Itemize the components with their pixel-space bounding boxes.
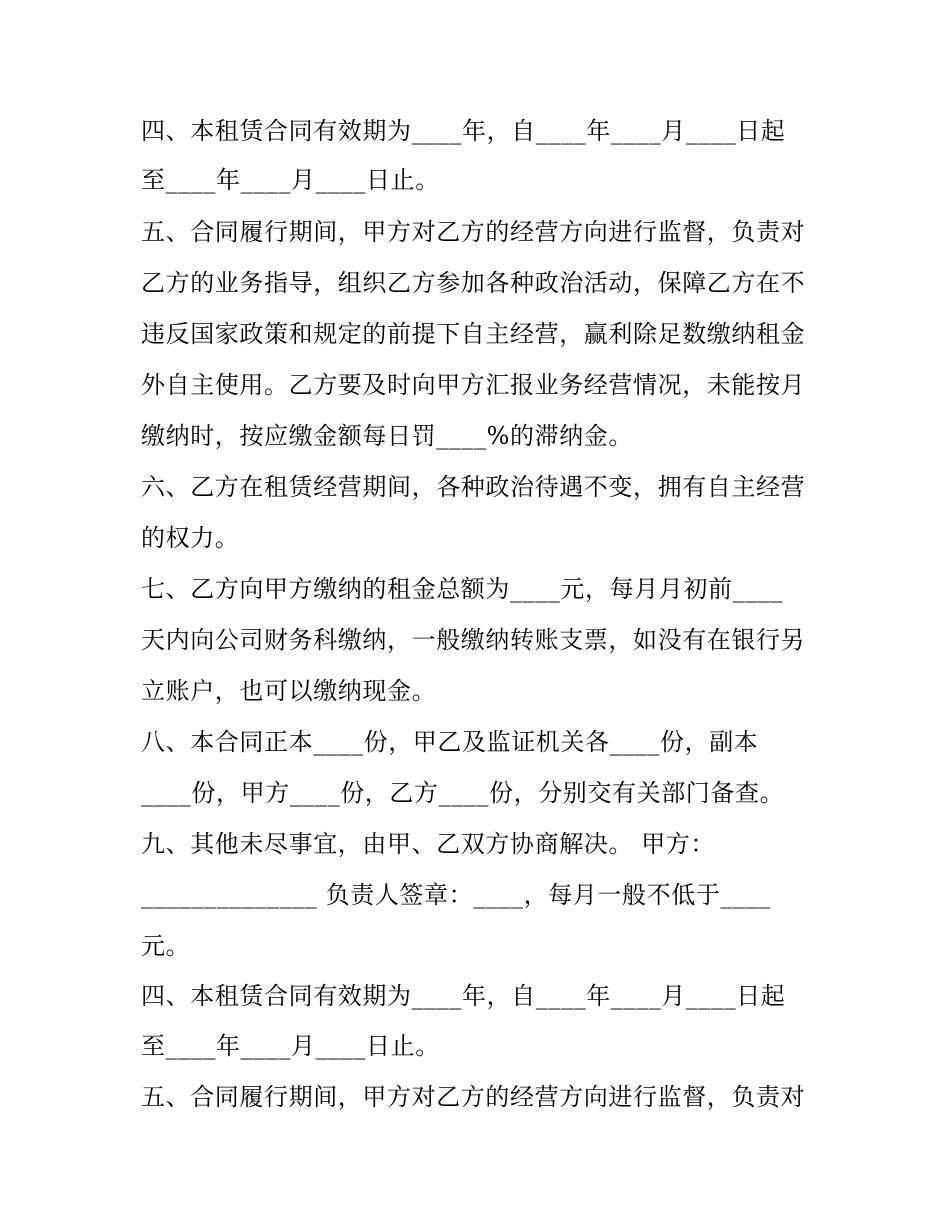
text-line: 乙方的业务指导，组织乙方参加各种政治活动，保障乙方在不	[141, 269, 806, 297]
text-line: 违反国家政策和规定的前提下自主经营，赢利除足数缴纳租金	[141, 320, 806, 348]
text-line: 立账户，也可以缴纳现金。	[141, 677, 437, 705]
text-line: 天内向公司财务科缴纳，一般缴纳转账支票，如没有在银行另	[141, 626, 806, 654]
text-line: 元。	[141, 932, 191, 960]
text-line: 的权力。	[141, 524, 240, 552]
text-line: 至____年____月____日止。	[141, 1032, 440, 1060]
text-line: 五、合同履行期间，甲方对乙方的经营方向进行监督，负责对	[141, 1083, 806, 1111]
text-line: 六、乙方在租赁经营期间，各种政治待遇不变，拥有自主经营	[141, 473, 806, 501]
text-line: 九、其他未尽事宜，由甲、乙双方协商解决。 甲方：	[141, 830, 716, 858]
text-line: 七、乙方向甲方缴纳的租金总额为____元，每月月初前____	[141, 575, 783, 603]
text-line: ____份，甲方____份，乙方____份，分别交有关部门备查。	[141, 779, 785, 807]
text-line: 四、本租赁合同有效期为____年，自____年____月____日起	[141, 982, 786, 1010]
text-line: 八、本合同正本____份，甲乙及监证机关各____份，副本	[141, 728, 759, 756]
text-line: 外自主使用。乙方要及时向甲方汇报业务经营情况，未能按月	[141, 371, 806, 399]
text-line: 缴纳时，按应缴金额每日罚____%的滞纳金。	[141, 422, 634, 450]
text-line: 至____年____月____日止。	[141, 166, 440, 194]
text-line: 五、合同履行期间，甲方对乙方的经营方向进行监督，负责对	[141, 218, 806, 246]
text-line: 四、本租赁合同有效期为____年，自____年____月____日起	[141, 117, 786, 145]
text-line: ______________ 负责人签章：____，每月一般不低于____	[141, 881, 771, 909]
